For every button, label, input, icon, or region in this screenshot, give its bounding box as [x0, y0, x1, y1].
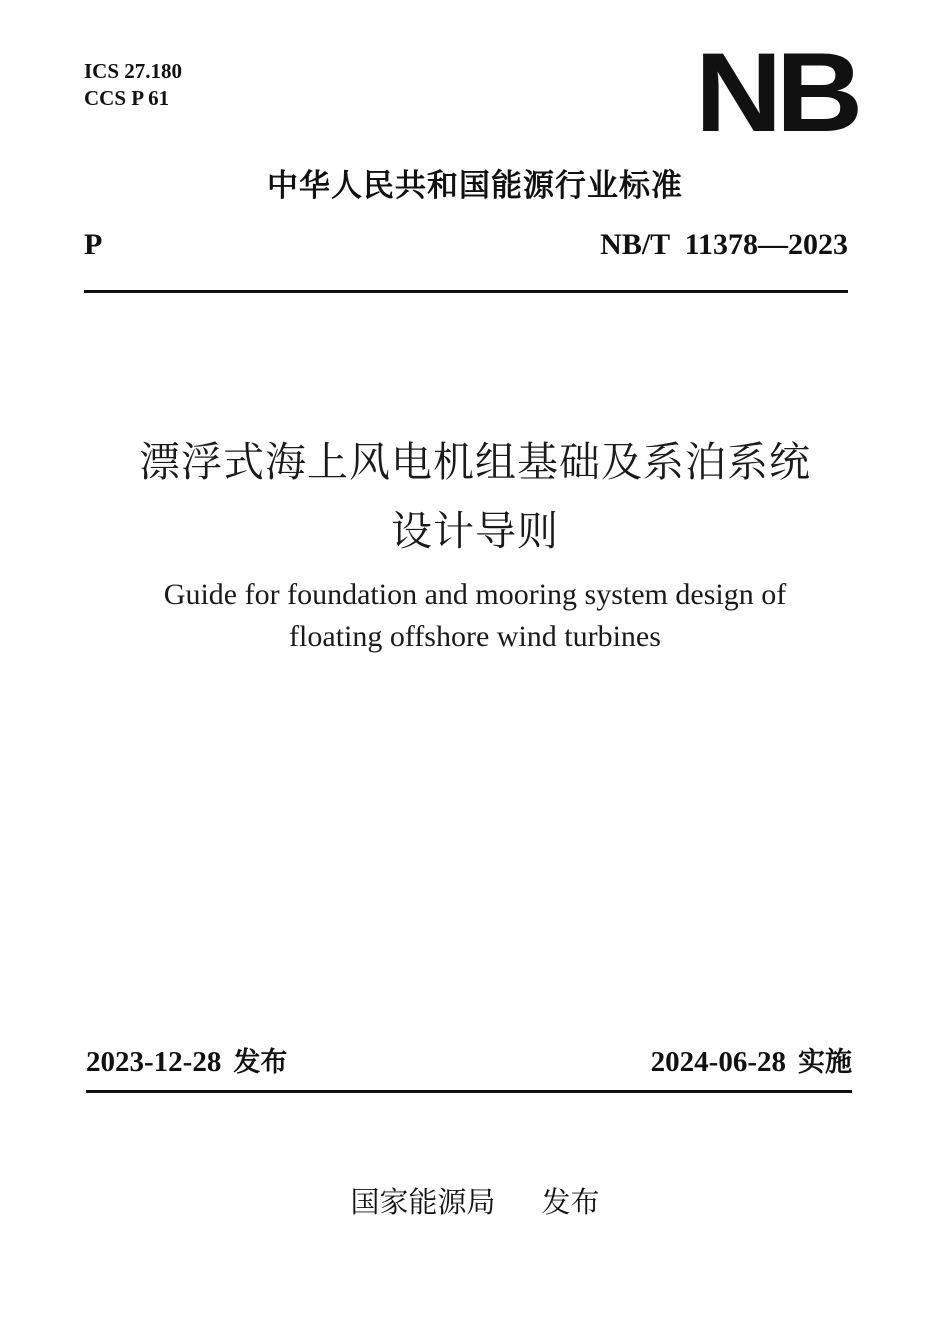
publisher-line	[0, 1180, 950, 1221]
standard-number: NB/T 11378—2023	[600, 228, 848, 261]
implementation-date-block	[651, 1040, 852, 1079]
issue-date-block	[86, 1040, 287, 1079]
issue-date: 2023-12-28	[86, 1046, 222, 1078]
chinese-title-line-1: 漂浮式海上风电机组基础及系泊系统	[139, 438, 811, 486]
ics-code: ICS 27.180	[84, 59, 183, 83]
publisher-name: 国家能源局	[350, 1185, 496, 1219]
english-title-line-1: Guide for foundation and mooring system design of	[163, 578, 787, 611]
category-code: P	[84, 228, 103, 261]
header-divider	[84, 290, 848, 293]
chinese-title-line-2: 设计导则	[391, 507, 559, 555]
implementation-date: 2024-06-28	[650, 1046, 786, 1078]
standard-type-heading: 中华人民共和国能源行业标准	[267, 168, 683, 204]
implementation-label: 实施	[798, 1047, 852, 1078]
english-title-line-2: floating offshore wind turbines	[289, 620, 661, 653]
publisher-action: 发布	[541, 1185, 600, 1219]
ccs-code: CCS P 61	[84, 86, 170, 110]
issue-label: 发布	[233, 1047, 288, 1078]
nb-logo: NB	[695, 30, 857, 155]
footer-divider	[86, 1090, 852, 1093]
classification-codes	[84, 58, 182, 112]
